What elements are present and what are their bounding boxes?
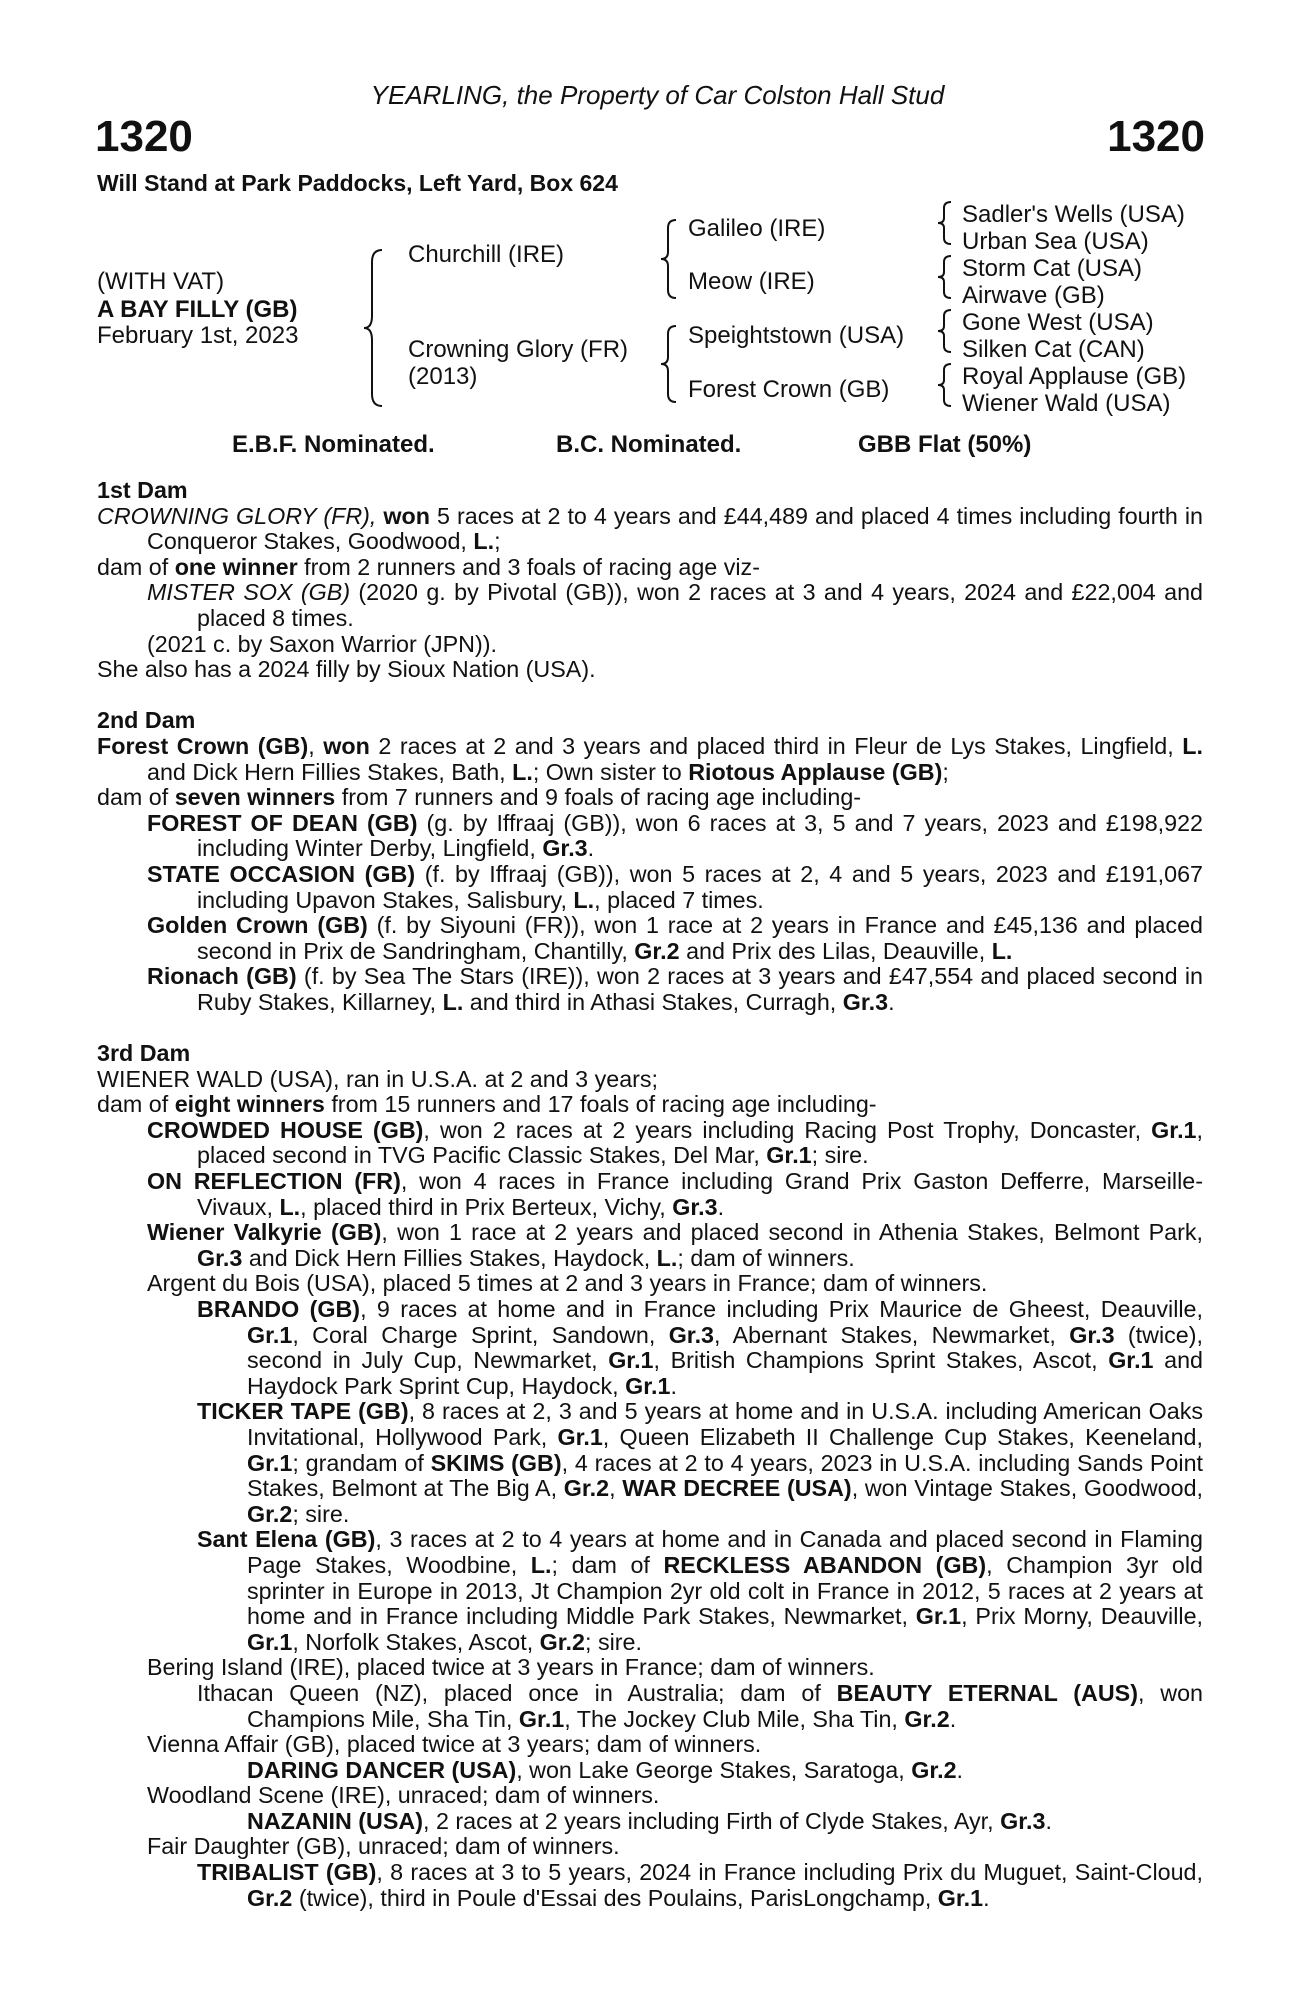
second-dam-foal-4: Rionach (GB) (f. by Sea The Stars (IRE)), won 2 races at 3 years and £47,554 and placed second in Ruby Stakes, Killarney, L. and third in Athasi Stakes, Curragh, Gr.3. — [147, 963, 1204, 1015]
first-dam-foal-2: (2021 c. by Saxon Warrior (JPN)). — [147, 630, 497, 657]
second-dam-foal-2: STATE OCCASION (GB) (f. by Iffraaj (GB)), won 5 races at 2, 4 and 5 years, 2023 and £191,067 including Upavon Stakes, Salisbury, L., placed 7 times. — [147, 860, 1203, 913]
pedigree-gen2-4: Forest Crown (GB) — [688, 376, 890, 403]
third-dam-foal-1: CROWDED HOUSE (GB), won 2 races at 2 years including Racing Post Trophy, Doncaster, Gr.1, placed second in TVG Pacific Classic Stakes, Del Mar, Gr.1; sire. — [147, 1116, 1203, 1169]
pedigree-gen2-2: Meow (IRE) — [688, 268, 815, 295]
third-dam-grandfoal-1: BRANDO (GB), 9 races at home and in France including Prix Maurice de Gheest, Deauville, Gr.1, Coral Charge Sprint, Sandown, Gr.3, Abernant Stakes, Newmarket, Gr.3 (twice), second in July Cup, Newmarket, Gr.1, British Champions Sprint Stakes, Ascot, Gr.1 and Haydock Park Sprint Cup, Haydock, Gr.1. — [197, 1296, 1204, 1399]
pedigree-gen3-2: Urban Sea (USA) — [962, 228, 1149, 255]
pedigree-brace-g3-4 — [936, 362, 956, 408]
pedigree-brace-g3-1 — [936, 200, 956, 246]
first-dam-foal-1: MISTER SOX (GB) (2020 g. by Pivotal (GB)), won 2 races at 3 and 4 years, 2024 and £22,004 and placed 8 times. — [147, 579, 1203, 631]
third-dam-foal-6: Vienna Affair (GB), placed twice at 3 years; dam of winners. — [147, 1731, 762, 1758]
third-dam-foal-7: Woodland Scene (IRE), unraced; dam of winners. — [147, 1782, 660, 1809]
pedigree-gen3-6: Silken Cat (CAN) — [962, 336, 1145, 363]
second-dam-foal-3: Golden Crown (GB) (f. by Siyouni (FR)), won 1 race at 2 years in France and £45,136 and placed second in Prix de Sandringham, Chantilly, Gr.2 and Prix des Lilas, Deauville, L. — [147, 912, 1203, 964]
first-dam-produce: dam of one winner from 2 runners and 3 foals of racing age viz- — [97, 553, 760, 580]
second-dam-heading: 2nd Dam — [97, 707, 196, 734]
third-dam-grandfoal-7: TRIBALIST (GB), 8 races at 3 to 5 years, 2024 in France including Prix du Muguet, Saint-Cloud, Gr.2 (twice), third in Poule d'Essai des Poulains, ParisLongchamp, Gr.1. — [197, 1859, 1203, 1911]
third-dam-foal-4: Argent du Bois (USA), placed 5 times at 2 and 3 years in France; dam of winners. — [147, 1270, 988, 1297]
third-dam-grandfoal-5: DARING DANCER (USA), won Lake George Stakes, Saratoga, Gr.2. — [247, 1756, 964, 1783]
horse-name: A BAY FILLY (GB) — [97, 296, 298, 323]
gbb-flat-nomination: GBB Flat (50%) — [858, 431, 1032, 458]
bc-nomination: B.C. Nominated. — [556, 431, 742, 458]
third-dam-grandfoal-6: NAZANIN (USA), 2 races at 2 years including Firth of Clyde Stakes, Ayr, Gr.3. — [247, 1807, 1052, 1834]
third-dam-grandfoal-2: TICKER TAPE (GB), 8 races at 2, 3 and 5 years at home and in U.S.A. including American Oaks Invitational, Hollywood Park, Gr.1, Queen Elizabeth II Challenge Cup Stakes, Keeneland, Gr.1; grandam of SKIMS (GB), 4 races at 2 to 4 years, 2023 in U.S.A. including Sands Point Stakes, Belmont at The Big A, Gr.2, WAR DECREE (USA), won Vintage Stakes, Goodwood, Gr.2; sire. — [197, 1398, 1204, 1527]
pedigree-gen3-4: Airwave (GB) — [962, 282, 1105, 309]
horse-dob: February 1st, 2023 — [97, 322, 299, 349]
third-dam-grandfoal-4: Ithacan Queen (NZ), placed once in Australia; dam of BEAUTY ETERNAL (AUS), won Champions Mile, Sha Tin, Gr.1, The Jockey Club Mile, Sha Tin, Gr.2. — [197, 1679, 1203, 1732]
catalogue-subtitle: YEARLING, the Property of Car Colston Hall Stud — [370, 80, 945, 110]
ebf-nomination: E.B.F. Nominated. — [232, 431, 435, 458]
lot-number-right: 1320 — [1107, 112, 1205, 161]
pedigree-brace-gen1 — [360, 248, 390, 408]
pedigree-brace-g3-3 — [936, 308, 956, 354]
third-dam-record: WIENER WALD (USA), ran in U.S.A. at 2 and 3 years; — [97, 1065, 659, 1092]
pedigree-dam: Crowning Glory (FR) — [408, 336, 629, 363]
second-dam-record: Forest Crown (GB), won 2 races at 2 and 3 years and placed third in Fleur de Lys Stakes, Lingfield, L. and Dick Hern Fillies Stakes, Bath, L.; Own sister to Riotous Applause (GB); — [97, 732, 1203, 785]
stand-location: Will Stand at Park Paddocks, Left Yard, Box 624 — [97, 170, 618, 196]
third-dam-produce: dam of eight winners from 15 runners and 17 foals of racing age including- — [97, 1091, 877, 1118]
second-dam-produce: dam of seven winners from 7 runners and 9 foals of racing age including- — [97, 784, 862, 811]
third-dam-grandfoal-3: Sant Elena (GB), 3 races at 2 to 4 years at home and in Canada and placed second in Flaming Page Stakes, Woodbine, L.; dam of RECKLESS ABANDON (GB), Champion 3yr old sprinter in Europe in 2013, Jt Champion 2yr old colt in France in 2012, 5 races at 2 years at home and in France including Middle Park Stakes, Newmarket, Gr.1, Prix Morny, Deauville, Gr.1, Norfolk Stakes, Ascot, Gr.2; sire. — [197, 1526, 1204, 1655]
third-dam-foal-5: Bering Island (IRE), placed twice at 3 years in France; dam of winners. — [147, 1654, 875, 1681]
pedigree-gen3-7: Royal Applause (GB) — [962, 363, 1187, 390]
third-dam-heading: 3rd Dam — [97, 1040, 191, 1067]
second-dam-foal-1: FOREST OF DEAN (GB) (g. by Iffraaj (GB)), won 6 races at 3, 5 and 7 years, 2023 and £198,922 including Winter Derby, Lingfield, Gr.3. — [147, 809, 1204, 862]
pedigree-dam-year: (2013) — [408, 363, 478, 390]
pedigree-gen3-8: Wiener Wald (USA) — [962, 390, 1171, 417]
third-dam-foal-2: ON REFLECTION (FR), won 4 races in France including Grand Prix Gaston Defferre, Marseille-Vivaux, L., placed third in Prix Berteux, Vichy, Gr.3. — [147, 1168, 1203, 1220]
first-dam-record: CROWNING GLORY (FR), won 5 races at 2 to 4 years and £44,489 and placed 4 times including fourth in Conqueror Stakes, Goodwood, L.; — [97, 502, 1203, 555]
pedigree-brace-dam — [658, 324, 682, 404]
pedigree-brace-sire — [658, 218, 682, 300]
third-dam-foal-3: Wiener Valkyrie (GB), won 1 race at 2 years and placed second in Athenia Stakes, Belmont Park, Gr.3 and Dick Hern Fillies Stakes, Haydock, L.; dam of winners. — [147, 1219, 1203, 1271]
first-dam-heading: 1st Dam — [97, 477, 188, 503]
pedigree-brace-g3-2 — [936, 254, 956, 300]
pedigree-gen2-1: Galileo (IRE) — [688, 215, 826, 242]
pedigree-sire: Churchill (IRE) — [408, 241, 565, 268]
pedigree-gen3-5: Gone West (USA) — [962, 309, 1154, 336]
catalogue-body — [97, 478, 1203, 1911]
third-dam-foal-8: Fair Daughter (GB), unraced; dam of winners. — [147, 1833, 620, 1860]
vat-note: (WITH VAT) — [97, 268, 225, 295]
pedigree-gen2-3: Speightstown (USA) — [688, 322, 905, 349]
pedigree-gen3-3: Storm Cat (USA) — [962, 255, 1143, 282]
pedigree-gen3-1: Sadler's Wells (USA) — [962, 201, 1185, 228]
lot-number-left: 1320 — [95, 112, 193, 161]
first-dam-note: She also has a 2024 filly by Sioux Nation (USA). — [97, 656, 596, 683]
